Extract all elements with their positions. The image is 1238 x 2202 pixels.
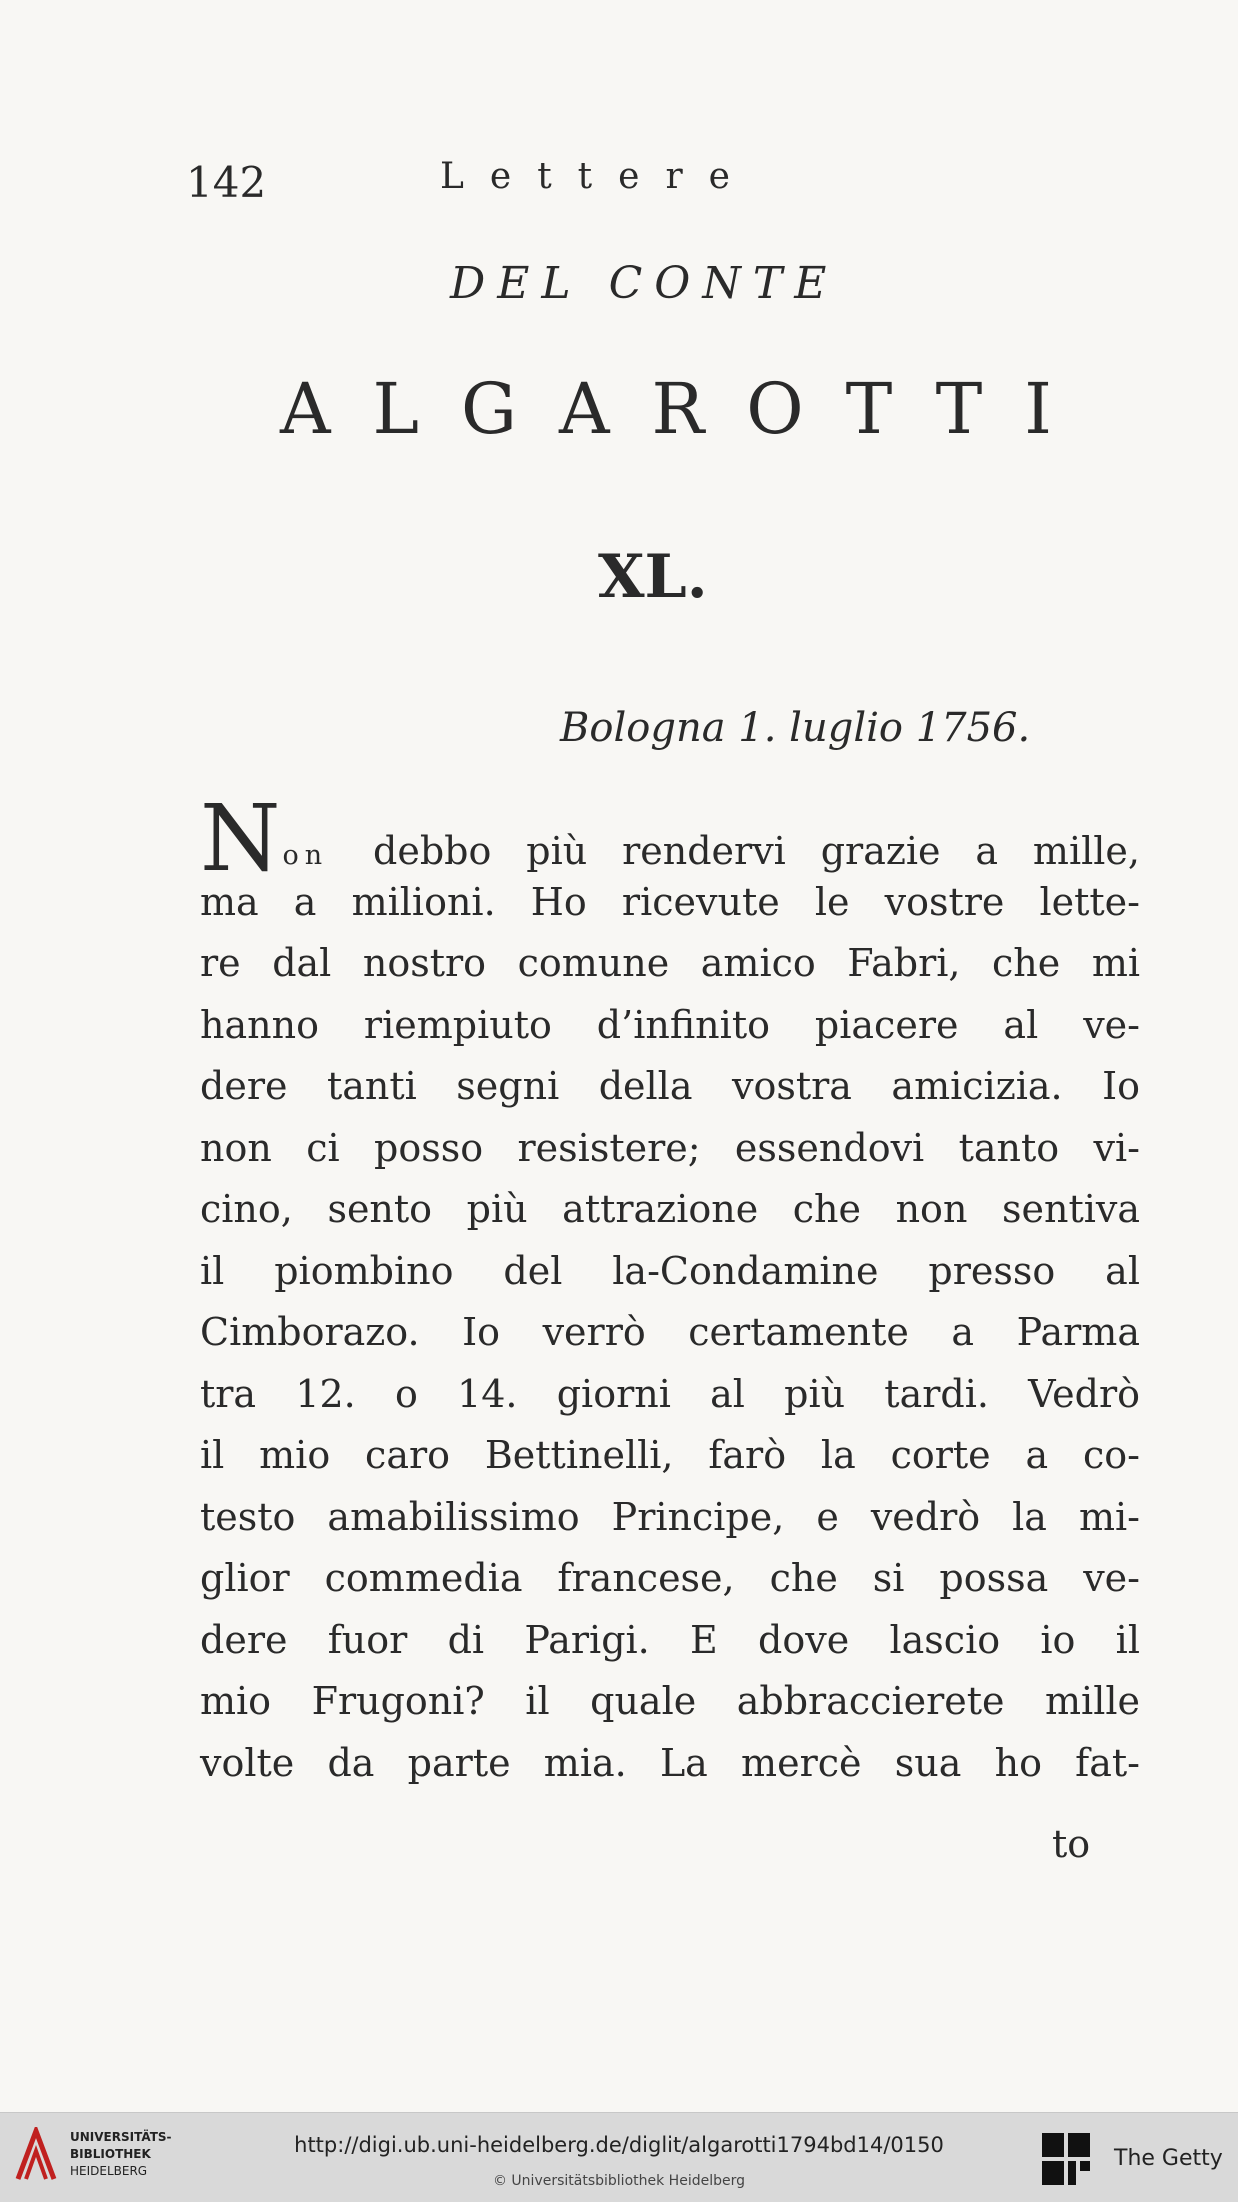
body-line: hanno riempiuto d’infinito piacere al ve- xyxy=(200,1002,1140,1047)
body-line: testo amabilissimo Principe, e vedrò la mi- xyxy=(200,1494,1140,1539)
permalink-url[interactable]: http://digi.ub.uni-heidelberg.de/diglit/algarotti1794bd14/0150 xyxy=(294,2133,944,2157)
dateline: Bologna 1. luglio 1756. xyxy=(560,705,1031,751)
page-number: 142 xyxy=(186,158,267,207)
library-name-line: UNIVERSITÄTS- xyxy=(70,2130,172,2144)
body-line: glior commedia francese, che si possa ve- xyxy=(200,1556,1140,1600)
body-line: mio Frugoni? il quale abbraccierete mille xyxy=(200,1679,1140,1723)
body-line: cino, sento più attrazione che non sentiva xyxy=(200,1187,1140,1231)
letter-number: XL. xyxy=(598,542,708,612)
title-line-2: ALGAROTTI xyxy=(280,368,1094,450)
body-line: dere fuor di Parigi. E dove lascio io il xyxy=(200,1617,1140,1662)
body-line: volte da parte mia. La mercè sua ho fat- xyxy=(200,1740,1140,1785)
library-name-line: HEIDELBERG xyxy=(70,2164,148,2178)
copyright-notice: © Universitätsbibliothek Heidelberg xyxy=(492,2173,745,2189)
partner-name: The Getty xyxy=(1114,2146,1223,2171)
body-line-text: debbo più rendervi grazie a mille, xyxy=(338,829,1140,873)
body-line: re dal nostro comune amico Fabri, che mi xyxy=(200,941,1140,985)
body-line: tra 12. o 14. giorni al più tardi. Vedrò xyxy=(200,1371,1140,1416)
body-line: il mio caro Bettinelli, farò la corte a co- xyxy=(200,1433,1140,1477)
body-line: ma a milioni. Ho ricevute le vostre lette- xyxy=(200,879,1140,924)
title-line-1: DEL CONTE xyxy=(450,258,839,309)
library-name-line: BIBLIOTHEK xyxy=(70,2147,151,2161)
letter-body xyxy=(200,785,1140,1794)
body-line xyxy=(200,785,1140,892)
running-head: Lettere xyxy=(440,156,756,197)
getty-logo-icon xyxy=(1040,2131,1092,2187)
drop-cap: N xyxy=(200,785,283,892)
footer-bar xyxy=(0,2112,1238,2202)
body-line: il piombino del la-Condamine presso al xyxy=(200,1248,1140,1293)
catchword: to xyxy=(1052,1822,1091,1866)
body-line: dere tanti segni della vostra amicizia. Io xyxy=(200,1064,1140,1108)
body-line: non ci posso resistere; essendovi tanto vi- xyxy=(200,1125,1140,1170)
body-line: Cimborazo. Io verrò certamente a Parma xyxy=(200,1310,1140,1354)
small-caps-word: on xyxy=(282,840,329,871)
